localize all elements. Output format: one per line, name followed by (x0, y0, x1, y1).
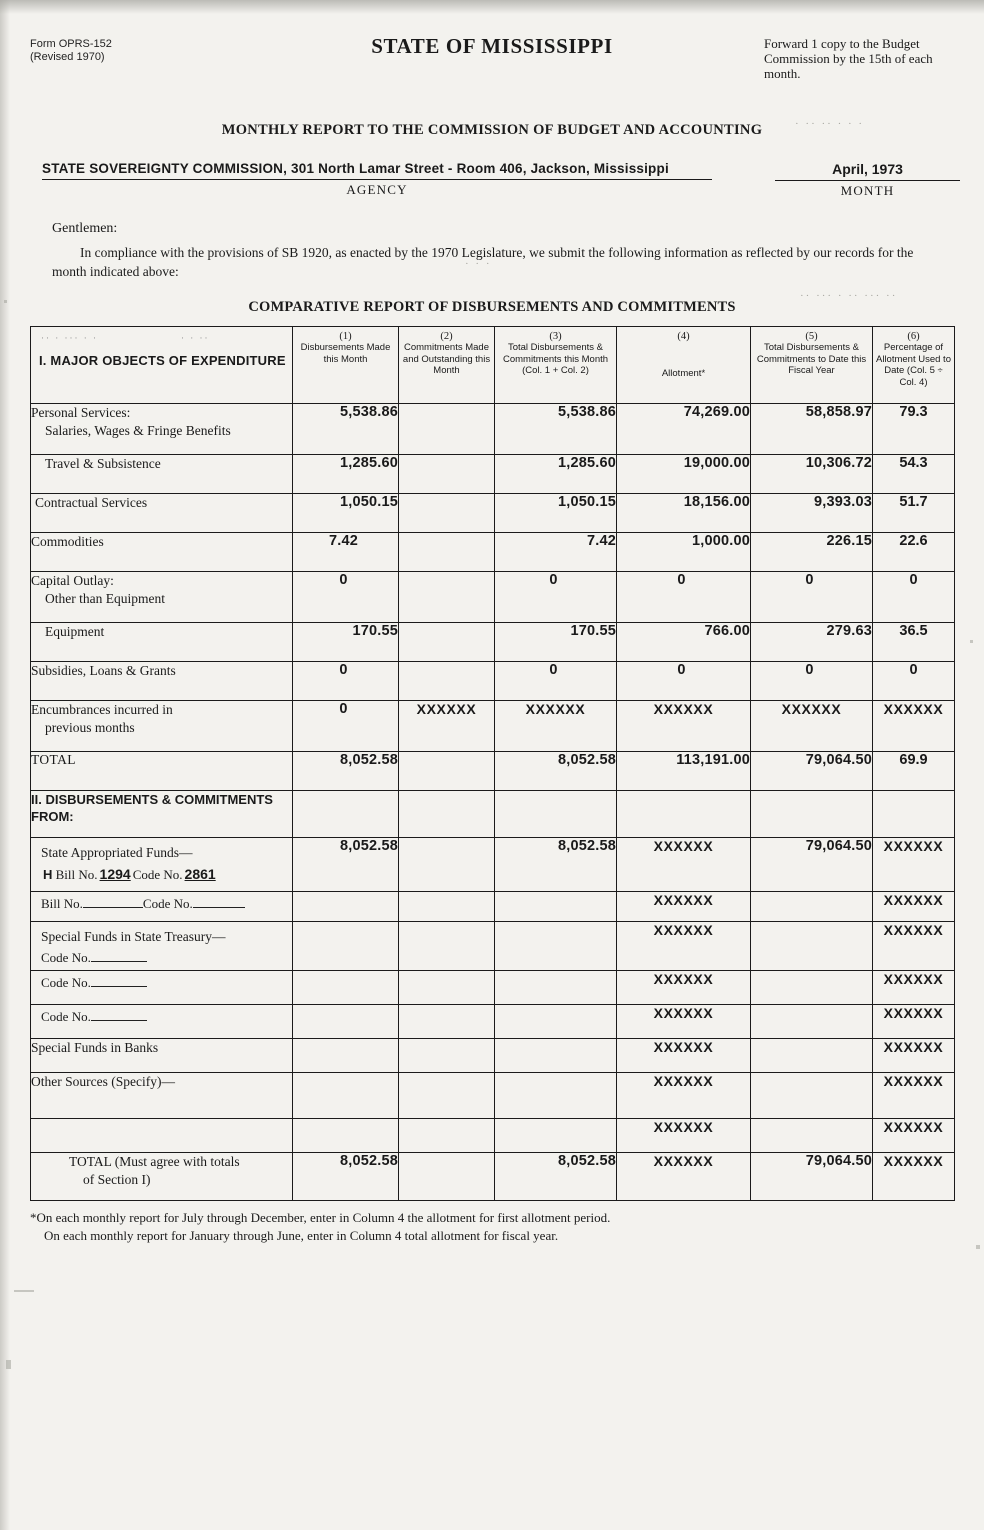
code-line (31, 946, 292, 970)
table-row (31, 662, 955, 701)
cell-col4: XXXXXX (617, 1073, 751, 1119)
cell-col6: XXXXXX (873, 701, 955, 752)
row-label (31, 922, 293, 971)
cell-col3: 170.55 (495, 623, 617, 662)
month-field (775, 161, 960, 199)
table-row (31, 494, 955, 533)
col2-label: Commitments Made and Outstanding this Month (402, 342, 491, 376)
cell-col6: XXXXXX (873, 838, 955, 892)
cell-col5 (751, 1005, 873, 1039)
cell-col6: XXXXXX (873, 922, 955, 971)
row-label (31, 533, 293, 572)
bill-code-line (31, 862, 292, 887)
cell-col6: 79.3 (873, 404, 955, 455)
cell-col3 (495, 1073, 617, 1119)
code-no-label: Code No. (41, 950, 91, 965)
col1-label: Disbursements Made this Month (300, 342, 391, 365)
cell-col5: 79,064.50 (751, 752, 873, 791)
col5-number: (5) (805, 331, 818, 342)
row-label-main: Commodities (31, 534, 104, 549)
row-label-main: State Appropriated Funds— (41, 845, 193, 860)
cell-col4: XXXXXX (617, 1119, 751, 1153)
row-label (31, 572, 293, 623)
form-header (30, 28, 954, 106)
cell-col1: 7.42 (293, 533, 399, 572)
cell-col1: 8,052.58 (293, 1153, 399, 1201)
table-row (31, 892, 955, 922)
cell-col2 (399, 662, 495, 701)
row-label-main: Special Funds in State Treasury— (41, 929, 226, 944)
row-label (31, 1119, 293, 1153)
scan-speck (976, 1245, 980, 1249)
col2-header (399, 327, 495, 404)
row-label (31, 455, 293, 494)
cell-col1: 8,052.58 (293, 752, 399, 791)
cell-col5: 226.15 (751, 533, 873, 572)
cell-col2 (399, 404, 495, 455)
cell-col4: XXXXXX (617, 1039, 751, 1073)
document-page: · ·· ·· · · · ·· ··· · ·· ··· ·· · · · Form OPRS-152 (Revised 1970) STATE OF MISSISSIPPI Forward 1 copy to the Budget Commission by the 15th of each month. MONTHLY REPORT TO THE COMMISSION OF BUDGET AND ACCOUNTING STATE SOVEREIGNTY COMMISSION, 301 North Lamar Street - Room 406, Jackson, Mississippi AGENCY April, 1973 MONTH Gentlemen: In compliance with the provisions of SB 1920, as enacted by the 1970 Legislature, we submit the following information as reflected by our records for the month indicated above: COMPARATIVE REPORT OF DISBURSEMENTS AND COMMITMENTS ·· · ··· · · · · ·· I. MAJOR OBJECTS OF EXPENDITURE (1) Disbursements Made this Month (2) Commitments Made and Outstanding this Month (3) Total Disbursements & Commitments this Month (Col. 1 + Col. 2) (4) Allotment* (5) Total Disbursements & Commitments to Date this Fiscal Year (6) Percentage of Allotment Used to Date (Col. 5 ÷ Col. 4) Personal Services: Salaries, Wages & Fringe Benefits 5,538.86 5,538.86 74,269.00 58,858.97 79.3 Travel & Subsistence 1,285.60 1,285.60 19,000.00 10,306.72 54.3 Contractual Services 1,050.15 1,050.15 18,156.00 9,393.03 51.7 Commodities 7.42 7.42 1,000.00 226.15 22.6 Capital Outlay: Other than Equipment 0 0 0 0 0 Equipment 170.55 170.55 766.00 279.63 36.5 Subsidies, Loans & Grants 0 0 0 0 0 Encumbrances incurred in previous months 0 XXXXXX XXXXXX XXXXXX XXXXXX XXXXXX TOTAL 8,052.58 8,052.58 113,191.00 79,064.50 69.9 II. DISBURSEMENTS & COMMITMENTS FROM: State Appropriated Funds— H Bill No. 1294 Code No. 2861 8,052.58 8,052.58 XXXXXX 79,064.50 XXXXXX Bill No. Code No. XXXXXX XXXXXX Special Funds in State Treasury— Code No. XXXXXX XXXXXX Code No. XXXXXX XXXXXX Code No. XXXXXX XXXXXX Special Funds in Banks XXXXXX XXXXXX Other Sources (Specify)— XXXXXX XXXXXX XXXXXX XXXXXX TOTAL (Must agree with totals of Section I) 8,052.58 8,052.58 XXXXXX 79,064.50 XXXXXX *On each monthly report for July through December, enter in Column 4 the allotment for first allotment period. On each monthly report for January through June, enter in Column 4 total allotment for fiscal year. (0, 0, 984, 1530)
cell-col3: 0 (495, 572, 617, 623)
cell-col1: 1,285.60 (293, 455, 399, 494)
form-number (30, 38, 112, 64)
scan-speck (970, 640, 973, 643)
cell-col2 (399, 494, 495, 533)
section2-header-row (31, 791, 955, 838)
col3-number: (3) (549, 331, 562, 342)
scan-smudge: ·· · ··· · · (41, 333, 98, 343)
cell-col4: 19,000.00 (617, 455, 751, 494)
scan-speck (6, 1360, 11, 1369)
bill-code-line (31, 892, 292, 916)
cell-col2 (399, 752, 495, 791)
cell-col2 (399, 455, 495, 494)
cell-col6: 69.9 (873, 752, 955, 791)
cell-col3: 8,052.58 (495, 752, 617, 791)
table-row (31, 533, 955, 572)
cell-col6: 0 (873, 662, 955, 701)
cell-col1 (293, 892, 399, 922)
table-row (31, 404, 955, 455)
cell-col1: 1,050.15 (293, 494, 399, 533)
bill-no-label: Bill No. (55, 867, 98, 882)
code-no-label: Code No. (132, 867, 183, 882)
row-label-sub: Other than Equipment (45, 591, 165, 606)
cell-col4: 0 (617, 662, 751, 701)
total-label: TOTAL (31, 752, 293, 791)
table-row (31, 922, 955, 971)
row-label-main: Contractual Services (35, 495, 148, 510)
cell-col5: 58,858.97 (751, 404, 873, 455)
salutation: Gentlemen: (52, 221, 118, 236)
row-label-sub: Salaries, Wages & Fringe Benefits (45, 423, 231, 438)
compliance-paragraph (52, 243, 942, 281)
cell-col4: 0 (617, 572, 751, 623)
row-label-main: Subsidies, Loans & Grants (31, 663, 176, 678)
cell-col6: XXXXXX (873, 1005, 955, 1039)
cell-col5 (751, 1073, 873, 1119)
cell-col1: 0 (293, 572, 399, 623)
cell-col6: XXXXXX (873, 971, 955, 1005)
section2-total-row (31, 1153, 955, 1201)
section2-title: II. DISBURSEMENTS & COMMITMENTS FROM: (31, 791, 293, 838)
cell-col5: 79,064.50 (751, 838, 873, 892)
cell-col4: XXXXXX (617, 838, 751, 892)
cell-col3: 8,052.58 (495, 1153, 617, 1201)
cell-col2 (399, 623, 495, 662)
cell-col3 (495, 791, 617, 838)
cell-col3: 8,052.58 (495, 838, 617, 892)
total-label (31, 1153, 293, 1201)
form-number-line1: Form OPRS-152 (30, 38, 112, 50)
row-label (31, 892, 293, 922)
code-line (31, 1005, 292, 1029)
cell-col2 (399, 1039, 495, 1073)
cell-col3: 7.42 (495, 533, 617, 572)
disbursements-table (30, 326, 955, 1201)
cell-col4: 18,156.00 (617, 494, 751, 533)
cell-col2 (399, 791, 495, 838)
form-sheet (30, 28, 954, 1245)
cell-col3: 5,538.86 (495, 404, 617, 455)
cell-col5 (751, 892, 873, 922)
cell-col1 (293, 791, 399, 838)
state-title: STATE OF MISSISSIPPI (371, 34, 613, 58)
agency-value: STATE SOVEREIGNTY COMMISSION, 301 North Lamar Street - Room 406, Jackson, Mississippi (42, 161, 712, 180)
footnote (30, 1209, 930, 1245)
cell-col3: 0 (495, 662, 617, 701)
row-label (31, 1039, 293, 1073)
col6-label: Percentage of Allotment Used to Date (Col. 5 ÷ Col. 4) (876, 342, 951, 388)
row-label (31, 971, 293, 1005)
cell-col1: 170.55 (293, 623, 399, 662)
cell-col3 (495, 1119, 617, 1153)
col4-header (617, 327, 751, 404)
cell-col1 (293, 1119, 399, 1153)
row-label (31, 701, 293, 752)
cell-col6: XXXXXX (873, 1073, 955, 1119)
footnote-line2: On each monthly report for January through June, enter in Column 4 total allotment for fiscal year. (44, 1228, 559, 1243)
col4-number: (4) (677, 331, 690, 342)
agency-caption: AGENCY (346, 182, 408, 197)
table-row (31, 572, 955, 623)
cell-col3 (495, 892, 617, 922)
cell-col5: 10,306.72 (751, 455, 873, 494)
month-value: April, 1973 (775, 161, 960, 181)
cell-col5 (751, 971, 873, 1005)
cell-col1 (293, 971, 399, 1005)
table-row (31, 1073, 955, 1119)
section1-total-row (31, 752, 955, 791)
cell-col2 (399, 971, 495, 1005)
cell-col2: XXXXXX (399, 701, 495, 752)
table-header-row (31, 327, 955, 404)
cell-col6: 54.3 (873, 455, 955, 494)
cell-col1 (293, 1073, 399, 1119)
code-no-value: 2861 (184, 866, 216, 882)
cell-col4: XXXXXX (617, 701, 751, 752)
col4-label: Allotment* (661, 368, 706, 379)
cell-col3: 1,050.15 (495, 494, 617, 533)
cell-col5 (751, 791, 873, 838)
cell-col5 (751, 922, 873, 971)
row-label-main: Capital Outlay: (31, 573, 114, 588)
month-caption: MONTH (840, 183, 895, 198)
cell-col6: 51.7 (873, 494, 955, 533)
cell-col3: 1,285.60 (495, 455, 617, 494)
footnote-line1: *On each monthly report for July through December, enter in Column 4 the allotment for first allotment period. (30, 1210, 611, 1225)
cell-col4: XXXXXX (617, 1153, 751, 1201)
code-line (31, 971, 292, 995)
total-label-line1: TOTAL (Must agree with totals (69, 1154, 240, 1169)
table-row (31, 1005, 955, 1039)
col5-header (751, 327, 873, 404)
cell-col3 (495, 971, 617, 1005)
row-label-sub: previous months (45, 720, 135, 735)
cell-col1: 0 (293, 662, 399, 701)
cell-col6: XXXXXX (873, 1039, 955, 1073)
agency-field (42, 161, 712, 198)
comparative-report-title: COMPARATIVE REPORT OF DISBURSEMENTS AND COMMITMENTS (248, 299, 736, 315)
code-no-label: Code No. (142, 896, 193, 911)
col1-header (293, 327, 399, 404)
col3-label: Total Disbursements & Commitments this Month (Col. 1 + Col. 2) (502, 342, 609, 376)
table-row (31, 701, 955, 752)
col5-label: Total Disbursements & Commitments to Date this Fiscal Year (756, 342, 867, 376)
cell-col6: 36.5 (873, 623, 955, 662)
row-label-main: Special Funds in Banks (31, 1040, 159, 1055)
cell-col4: XXXXXX (617, 922, 751, 971)
row-label (31, 662, 293, 701)
row-label (31, 494, 293, 533)
section1-title: I. MAJOR OBJECTS OF EXPENDITURE (39, 353, 286, 368)
table-row (31, 623, 955, 662)
cell-col2 (399, 892, 495, 922)
cell-col3: XXXXXX (495, 701, 617, 752)
cell-col6: 22.6 (873, 533, 955, 572)
cell-col5 (751, 1039, 873, 1073)
scan-smudge: · · ·· (181, 333, 210, 343)
cell-col2 (399, 922, 495, 971)
cell-col5: 79,064.50 (751, 1153, 873, 1201)
cell-col6: XXXXXX (873, 1153, 955, 1201)
cell-col4: 1,000.00 (617, 533, 751, 572)
cell-col3 (495, 1005, 617, 1039)
cell-col1 (293, 1039, 399, 1073)
table-row (31, 1119, 955, 1153)
total-label-line2: of Section I) (83, 1172, 151, 1187)
cell-col5 (751, 1119, 873, 1153)
cell-col2 (399, 1073, 495, 1119)
cell-col6: 0 (873, 572, 955, 623)
cell-col5: 279.63 (751, 623, 873, 662)
cell-col6: XXXXXX (873, 892, 955, 922)
row-label (31, 623, 293, 662)
row-label-main: Personal Services: (31, 405, 131, 420)
col2-number: (2) (440, 331, 453, 342)
cell-col2 (399, 1153, 495, 1201)
table-row (31, 838, 955, 892)
cell-col4: 766.00 (617, 623, 751, 662)
row-label (31, 1073, 293, 1119)
table-row (31, 1039, 955, 1073)
scan-speck (4, 300, 7, 303)
cell-col5: 0 (751, 662, 873, 701)
section1-title-cell (31, 327, 293, 404)
row-label (31, 1005, 293, 1039)
cell-col2 (399, 838, 495, 892)
col1-number: (1) (339, 331, 352, 342)
cell-col5: XXXXXX (751, 701, 873, 752)
cell-col1: 8,052.58 (293, 838, 399, 892)
row-label (31, 404, 293, 455)
cell-col2 (399, 1119, 495, 1153)
table-row (31, 971, 955, 1005)
cell-col6: XXXXXX (873, 1119, 955, 1153)
report-title: MONTHLY REPORT TO THE COMMISSION OF BUDGET AND ACCOUNTING (221, 122, 763, 138)
cell-col2 (399, 572, 495, 623)
col6-number: (6) (907, 331, 920, 342)
cell-col5: 9,393.03 (751, 494, 873, 533)
row-label-main: Encumbrances incurred in (31, 702, 173, 717)
compliance-text: In compliance with the provisions of SB 1920, as enacted by the 1970 Legislature, we submit the following information as reflected by our records for the month indicated above: (52, 245, 914, 279)
row-label-main: Other Sources (Specify)— (31, 1074, 175, 1089)
table-row (31, 455, 955, 494)
scan-speck (14, 1290, 34, 1292)
bill-no-label: Bill No. (41, 896, 83, 911)
cell-col1 (293, 1005, 399, 1039)
cell-col1: 5,538.86 (293, 404, 399, 455)
cell-col6 (873, 791, 955, 838)
cell-col2 (399, 1005, 495, 1039)
cell-col3 (495, 1039, 617, 1073)
cell-col4: XXXXXX (617, 971, 751, 1005)
cell-col4: XXXXXX (617, 892, 751, 922)
col3-header (495, 327, 617, 404)
cell-col1 (293, 922, 399, 971)
cell-col2 (399, 533, 495, 572)
form-revision-line: (Revised 1970) (30, 51, 105, 63)
forward-instruction: Forward 1 copy to the Budget Commission by the 15th of each month. (764, 36, 933, 81)
cell-col5: 0 (751, 572, 873, 623)
row-label-sub: Travel & Subsistence (45, 456, 161, 471)
code-no-label: Code No. (41, 1009, 91, 1024)
cell-col3 (495, 922, 617, 971)
row-label-sub: Equipment (45, 624, 105, 639)
col6-header (873, 327, 955, 404)
cell-col4: XXXXXX (617, 1005, 751, 1039)
cell-col4: 74,269.00 (617, 404, 751, 455)
bill-no-value: 1294 (99, 866, 131, 882)
agency-month-row (30, 161, 954, 205)
code-no-label: Code No. (41, 975, 91, 990)
cell-col4 (617, 791, 751, 838)
cell-col4: 113,191.00 (617, 752, 751, 791)
cell-col1: 0 (293, 701, 399, 752)
hand-mark: H (43, 867, 53, 882)
row-label (31, 838, 293, 892)
